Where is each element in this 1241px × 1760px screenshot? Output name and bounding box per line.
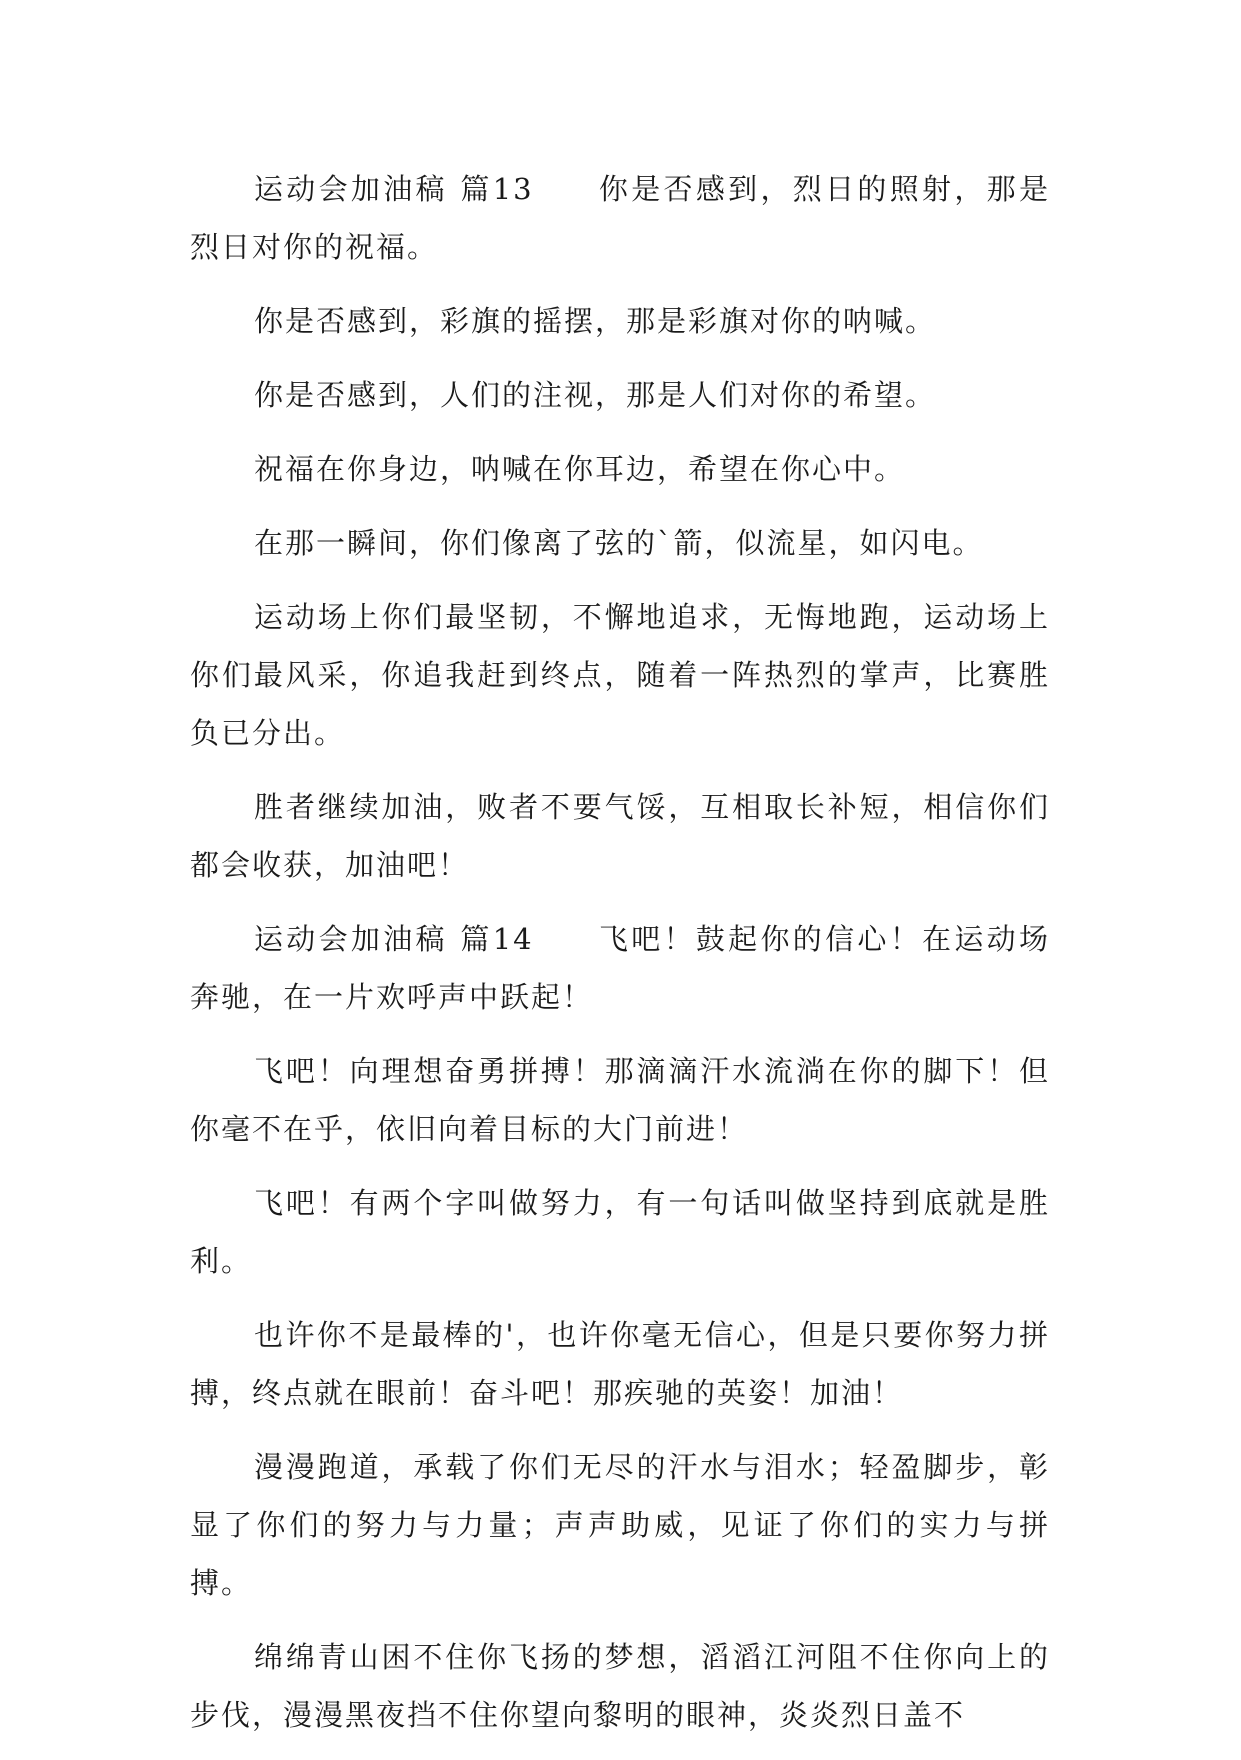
paragraph-text: 也许你不是最棒的'，也许你毫无信心，但是只要你努力拼搏，终点就在眼前！奋斗吧！那疾驰的英姿！加油！: [190, 1318, 1050, 1410]
paragraph-text: 在那一瞬间，你们像离了弦的`箭，似流星，如闪电。: [254, 526, 984, 560]
paragraph-8: [190, 910, 1050, 1026]
paragraph-text: 祝福在你身边，呐喊在你耳边，希望在你心中。: [254, 452, 906, 486]
paragraph-11: [190, 1306, 1050, 1422]
paragraph-6: [190, 588, 1050, 762]
paragraph-text: 绵绵青山困不住你飞扬的梦想，滔滔江河阻不住你向上的步伐，漫漫黑夜挡不住你望向黎明的眼神，炎炎烈日盖不: [190, 1640, 1050, 1732]
paragraph-text: 运动场上你们最坚韧，不懈地追求，无悔地跑，运动场上你们最风采，你追我赶到终点，随着一阵热烈的掌声，比赛胜负已分出。: [190, 600, 1050, 750]
paragraph-text: 你是否感到，人们的注视，那是人们对你的希望。: [254, 378, 937, 412]
paragraph-text: 胜者继续加油，败者不要气馁，互相取长补短，相信你们都会收获，加油吧！: [190, 790, 1050, 882]
paragraph-4: [190, 440, 1050, 498]
paragraph-7: [190, 778, 1050, 894]
paragraph-text: 飞吧！有两个字叫做努力，有一句话叫做坚持到底就是胜利。: [190, 1186, 1050, 1278]
paragraph-3: [190, 366, 1050, 424]
section-heading-13: 运动会加油稿 篇13: [254, 172, 534, 206]
paragraph-text: 你是否感到，烈日的照射，那是烈日对你的祝福。: [190, 172, 1050, 264]
paragraph-2: [190, 292, 1050, 350]
paragraph-5: [190, 514, 1050, 572]
paragraph-1: [190, 160, 1050, 276]
paragraph-text: 飞吧！鼓起你的信心！在运动场奔驰，在一片欢呼声中跃起！: [190, 922, 1050, 1014]
paragraph-10: [190, 1174, 1050, 1290]
paragraph-text: 漫漫跑道，承载了你们无尽的汗水与泪水；轻盈脚步，彰显了你们的努力与力量；声声助威，见证了你们的实力与拼搏。: [190, 1450, 1050, 1600]
section-heading-14: 运动会加油稿 篇14: [254, 922, 534, 956]
paragraph-text: 飞吧！向理想奋勇拼搏！那滴滴汗水流淌在你的脚下！但你毫不在乎，依旧向着目标的大门前进！: [190, 1054, 1050, 1146]
paragraph-9: [190, 1042, 1050, 1158]
paragraph-12: [190, 1438, 1050, 1612]
document-body: [190, 160, 1050, 1760]
paragraph-13: [190, 1628, 1050, 1744]
paragraph-text: 你是否感到，彩旗的摇摆，那是彩旗对你的呐喊。: [254, 304, 937, 338]
